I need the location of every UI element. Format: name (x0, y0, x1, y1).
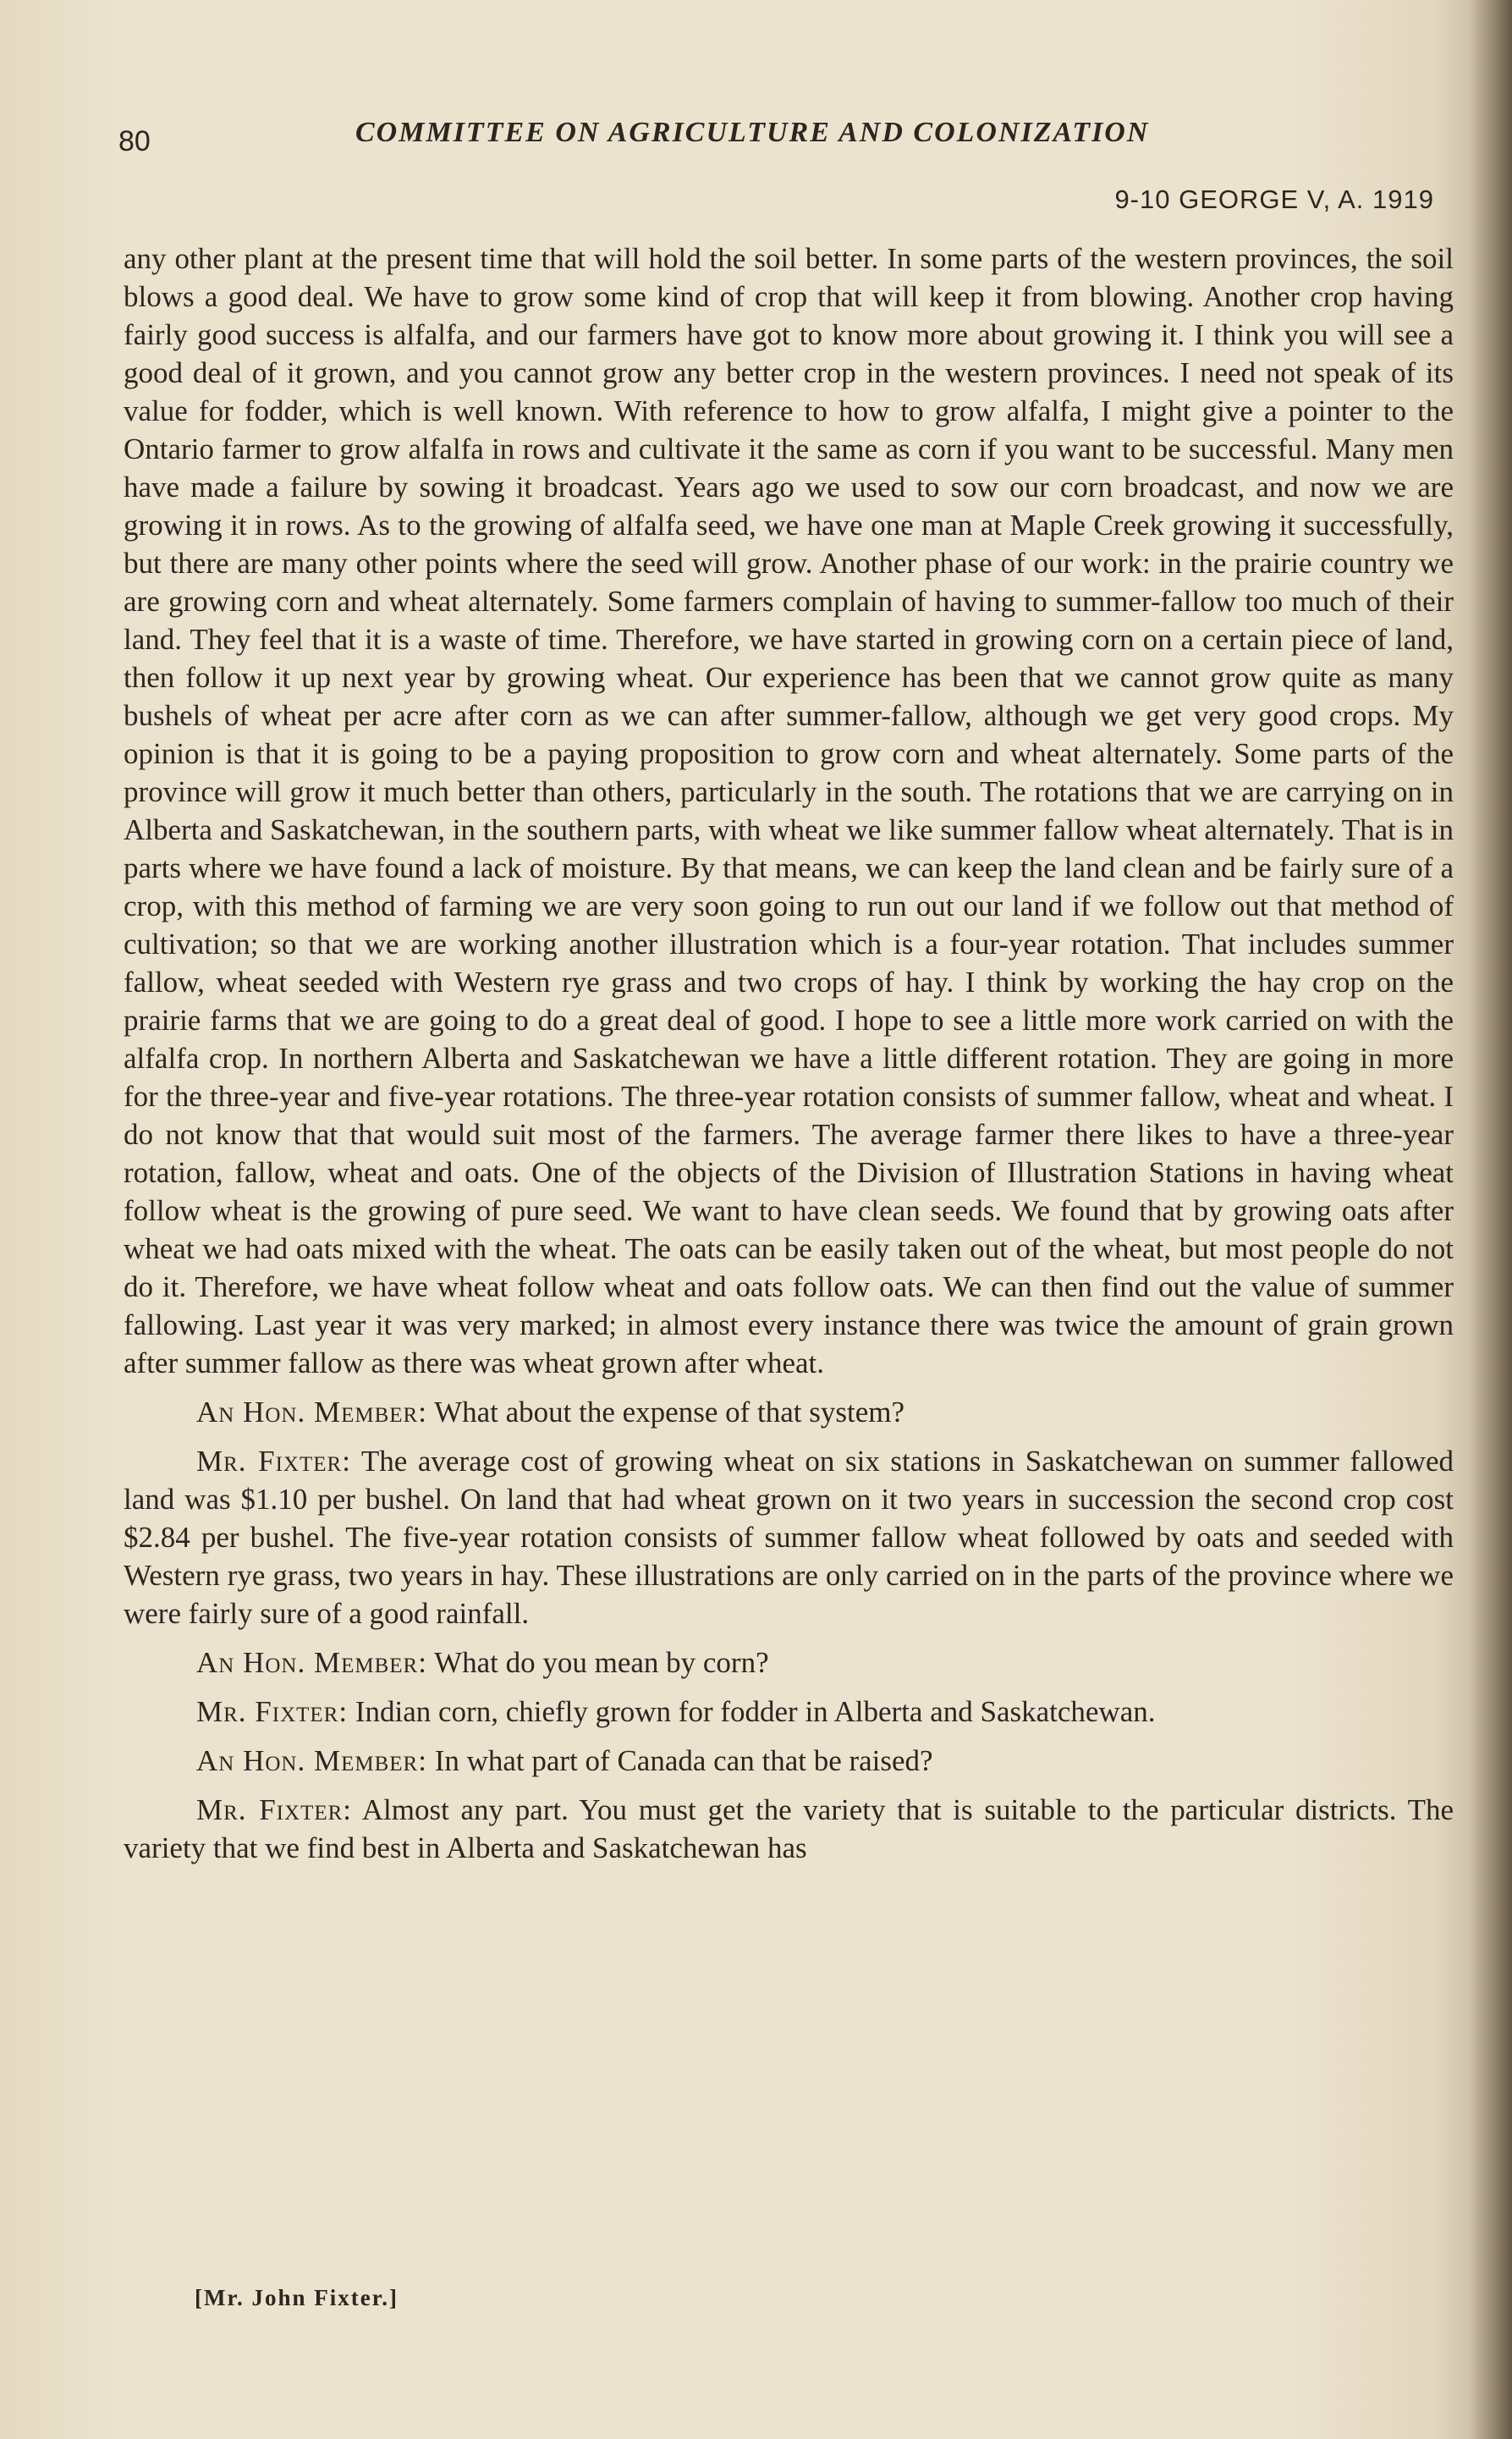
speaker-attribution: [Mr. John Fixter.] (195, 2285, 399, 2310)
book-spine-shadow (1470, 0, 1512, 2439)
speaker-label: An Hon. Member: (196, 1744, 427, 1777)
exchange-3 (124, 1643, 1454, 1682)
exchange-text: What about the expense of that system? (434, 1396, 904, 1429)
body-text (124, 239, 1454, 1867)
speaker-label: An Hon. Member: (196, 1396, 427, 1429)
exchange-1 (124, 1393, 1454, 1431)
exchange-text: In what part of Canada can that be raised? (434, 1744, 933, 1777)
exchange-text: Indian corn, chiefly grown for fodder in Alberta and Saskatchewan. (355, 1695, 1156, 1728)
exchange-text: What do you mean by corn? (434, 1646, 769, 1679)
speaker-label: Mr. Fixter: (196, 1695, 349, 1728)
continued-paragraph: any other plant at the present time that will hold the soil better. In some parts of the western provinces, the soil blows a good deal. We have to grow some kind of crop that will keep it from blowing. Another crop having fairly good success is alfalfa, and our farmers have got to know more about growing it. I think you will see a good deal of it grown, and you cannot grow any better crop in the western provinces. I need not speak of its value for fodder, which is well known. With reference to how to grow alfalfa, I might give a pointer to the Ontario farmer to grow alfalfa in rows and cultivate it the same as corn if you want to be successful. Many men have made a failure by sowing it broadcast. Years ago we used to sow our corn broadcast, and now we are growing it in rows. As to the growing of alfalfa seed, we have one man at Maple Creek growing it successfully, but there are many other points where the seed will grow. Another phase of our work: in the prairie country we are growing corn and wheat alternately. Some farmers complain of having to summer-fallow too much of their land. They feel that it is a waste of time. Therefore, we have started in growing corn on a certain piece of land, then follow it up next year by growing wheat. Our experience has been that we cannot grow quite as many bushels of wheat per acre after corn as we can after summer-fallow, although we get very good crops. My opinion is that it is going to be a paying proposition to grow corn and wheat alternately. Some parts of the province will grow it much better than others, particularly in the south. The rotations that we are carrying on in Alberta and Saskatchewan, in the southern parts, with wheat we like summer fallow wheat alternately. That is in parts where we have found a lack of moisture. By that means, we can keep the land clean and be fairly sure of a crop, with this method of farming we are very soon going to run out our land if we follow out that method of cultivation; so that we are working another illustration which is a four-year rotation. That includes summer fallow, wheat seeded with Western rye grass and two crops of hay. I think by working the hay crop on the prairie farms that we are going to do a great deal of good. I hope to see a little more work carried on with the alfalfa crop. In northern Alberta and Saskatchewan we have a little different rotation. They are going in more for the three-year and five-year rotations. The three-year rotation consists of summer fallow, wheat and wheat. I do not know that that would suit most of the farmers. The average farmer there likes to have a three-year rotation, fallow, wheat and oats. One of the objects of the Division of Illustration Stations in having wheat follow wheat is the growing of pure seed. We want to have clean seeds. We found that by growing oats after wheat we had oats mixed with the wheat. The oats can be easily taken out of the wheat, but most people do not do it. Therefore, we have wheat follow wheat and oats follow oats. We can then find out the value of summer fallowing. Last year it was very marked; in almost every instance there was twice the amount of grain grown after summer fallow as there was wheat grown after wheat. (124, 242, 1454, 1379)
exchange-text: Almost any part. You must get the variety that is suitable to the particular districts. The variety that we find best in Alberta and Saskatchewan has (124, 1793, 1454, 1864)
running-title: COMMITTEE ON AGRICULTURE AND COLONIZATION (355, 117, 1150, 148)
speaker-label: Mr. Fixter: (196, 1793, 353, 1826)
exchange-4 (124, 1693, 1454, 1731)
exchange-text: The average cost of growing wheat on six stations in Saskatchewan on summer fallowed land was $1.10 per bushel. On land that had wheat grown on it two years in succession the second crop cost $2.84 per bushel. The five-year rotation consists of summer fallow wheat followed by oats and seeded with Western rye grass, two years in hay. These illustrations are only carried on in the parts of the province where we were fairly sure of a good rainfall. (124, 1445, 1454, 1630)
exchange-6 (124, 1791, 1454, 1867)
page-number: 80 (118, 125, 151, 157)
exchange-5 (124, 1742, 1454, 1780)
exchange-2 (124, 1442, 1454, 1632)
session-line: 9-10 GEORGE V, A. 1919 (1114, 184, 1434, 214)
speaker-label: Mr. Fixter: (196, 1445, 351, 1478)
speaker-label: An Hon. Member: (196, 1646, 427, 1679)
